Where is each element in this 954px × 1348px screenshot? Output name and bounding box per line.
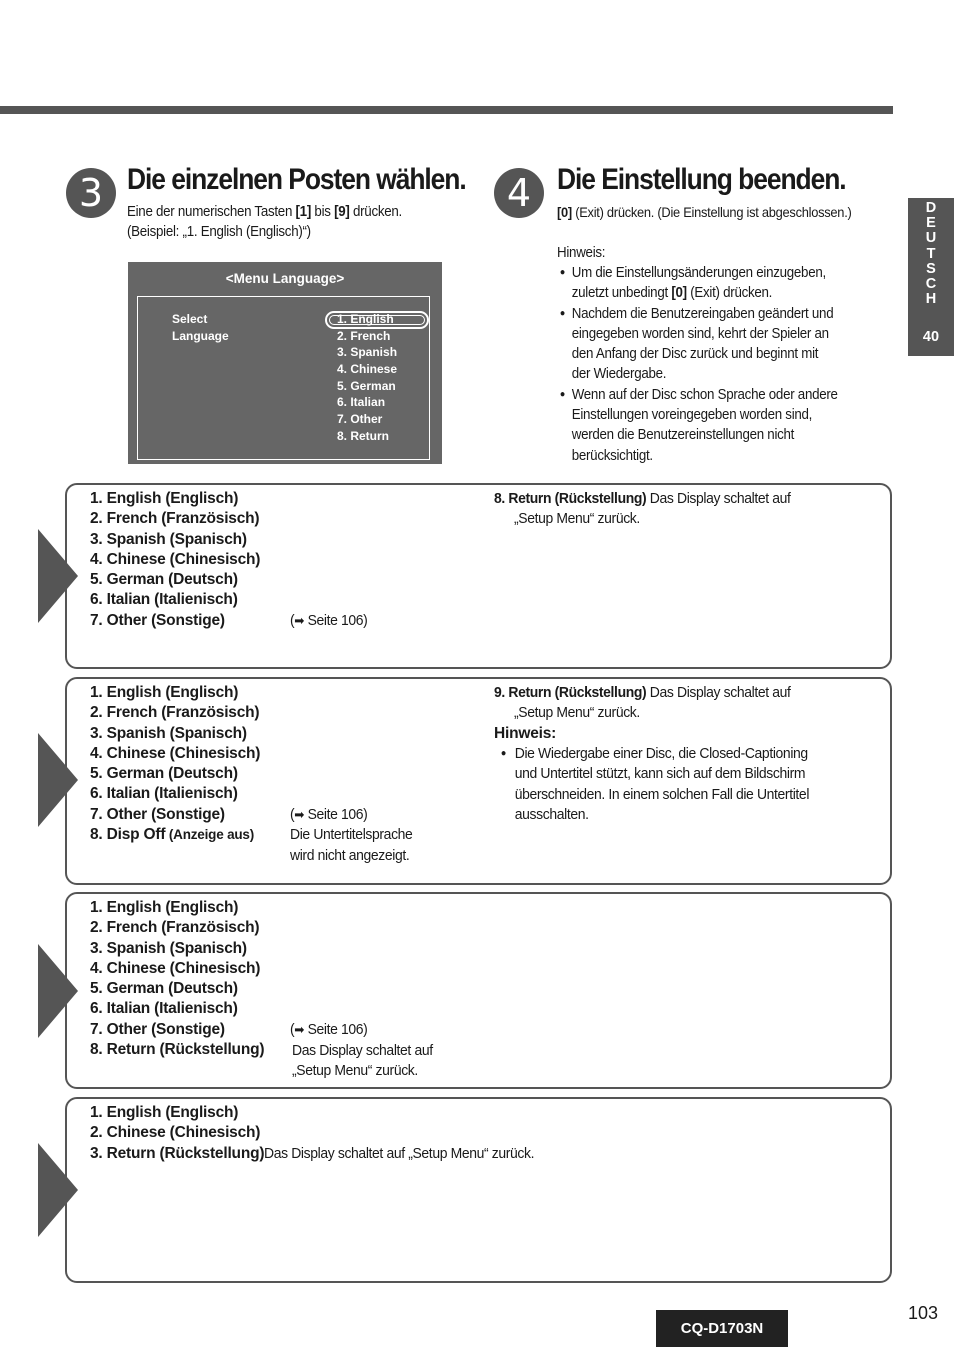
disp-off-desc: Die Untertitelsprache [290,826,413,843]
step-3-badge: 3 [66,168,116,218]
note-line: ● Die Wiedergabe einer Disc, die Closed-Captioning [498,744,809,764]
list-item: 8. Return (Rückstellung) [90,1041,265,1059]
list-item: 4. Chinese (Chinesisch) [90,959,261,977]
box-2-note [498,744,809,825]
box-3-return-desc: Das Display schaltet auf [292,1042,433,1059]
arrow-right-icon: ➡ [294,613,305,628]
note-line: ● Um die Einstellungsänderungen einzugeben, [557,263,838,283]
list-item: 3. Spanish (Spanisch) [90,939,247,957]
menu-panel [137,296,430,460]
menu-language-screen [128,262,442,464]
step-4-note-1 [557,263,838,466]
menu-title: <Menu Language> [225,271,345,286]
step-4-title: Die Einstellung beenden. [557,163,846,196]
language-side-tab [908,198,954,356]
list-item: 3. Spanish (Spanisch) [90,724,247,742]
note-line: der Wiedergabe. [571,366,667,383]
side-tab-number: 40 [922,329,940,345]
page-reference: (➡ Seite 106) [290,805,367,825]
side-tab-letter: S [926,260,936,277]
note-line: zuletzt unbedingt [0] (Exit) drücken. [571,285,773,302]
page-reference: (➡ Seite 106) [290,1020,367,1040]
note-line: ausschalten. [514,805,589,823]
disp-off-desc: wird nicht angezeigt. [290,847,410,864]
note-line: überschneiden. In einem solchen Fall die Untertitel [514,785,810,803]
step-3-title: Die einzelnen Posten wählen. [127,163,466,196]
note-line: den Anfang der Disc zurück und beginnt mit [571,346,819,363]
box-2-return: 9. Return (Rückstellung) Das Display schaltet auf [494,684,791,701]
list-item: 7. Other (Sonstige) [90,611,225,629]
arrow-right-icon: ➡ [294,1022,305,1037]
note-line: ● Nachdem die Benutzereingaben geändert und [557,304,838,324]
page-reference: (➡ Seite 106) [290,611,367,631]
note-line: Einstellungen voreingegeben worden sind, [571,407,813,424]
menu-option[interactable]: 2. French [337,329,391,343]
box-3-list [90,898,264,1060]
list-item: 2. Chinese (Chinesisch) [90,1124,261,1142]
box-1-list [90,489,260,631]
side-tab-letter: H [925,291,937,308]
list-item: 4. Chinese (Chinesisch) [90,744,261,762]
box-2-list [90,683,260,845]
menu-option[interactable]: 1. English [337,312,394,326]
menu-option[interactable]: 3. Spanish [337,345,398,359]
box-3-return-desc: „Setup Menu“ zurück. [292,1062,418,1079]
box-1-return: 8. Return (Rückstellung) Das Display schaltet auf [494,490,791,507]
side-tab-letters [908,198,954,307]
return-desc: Das Display schaltet auf „Setup Menu“ zurück. [264,1144,535,1162]
top-rule [0,106,893,114]
side-tab-letter: T [926,245,936,262]
step-3-instruction: Eine der numerischen Tasten [1] bis [9] drücken. [127,204,402,220]
note-line: eingegeben worden sind, kehrt der Spieler an [571,325,829,342]
list-item: 6. Italian (Italienisch) [90,785,238,803]
menu-option[interactable]: 5. German [337,379,396,393]
menu-label-select: Select [172,312,208,326]
box-1-return-desc: „Setup Menu“ zurück. [514,510,640,527]
menu-option[interactable]: 7. Other [337,412,383,426]
list-item: 4. Chinese (Chinesisch) [90,550,261,568]
step-3-example: (Beispiel: „1. English (Englisch)“) [127,224,311,240]
box-4-list [90,1103,555,1164]
list-item: 2. French (Französisch) [90,919,260,937]
menu-option[interactable]: 8. Return [337,429,390,443]
list-item: 8. Disp Off [90,826,166,844]
list-item: 6. Italian (Italienisch) [90,591,238,609]
list-item: 2. French (Französisch) [90,704,260,722]
list-item: 1. English (Englisch) [90,1104,239,1121]
menu-label-language: Language [172,329,229,343]
arrow-right-icon: ➡ [294,807,305,822]
list-item: 1. English (Englisch) [90,490,239,507]
step-4-instruction: [0] (Exit) drücken. (Die Einstellung ist abgeschlossen.) [557,204,852,220]
list-item: 1. English (Englisch) [90,684,239,701]
model-badge: CQ-D1703N [656,1310,788,1347]
step-4-badge: 4 [494,168,544,218]
side-tab-letter: E [926,215,936,232]
list-item: 5. German (Deutsch) [90,980,238,998]
list-item: 3. Return (Rückstellung) [90,1144,265,1162]
side-tab-letter: U [925,230,937,247]
list-item: 6. Italian (Italienisch) [90,1000,238,1018]
list-item: 7. Other (Sonstige) [90,1020,225,1038]
menu-option[interactable]: 4. Chinese [337,362,398,376]
list-item: 2. French (Französisch) [90,510,260,528]
box-2-return-desc: „Setup Menu“ zurück. [514,704,640,721]
box-2-note-heading: Hinweis: [494,725,557,742]
step-4-note-heading: Hinweis: [557,245,606,261]
side-tab-letter: C [925,276,937,293]
list-item: 7. Other (Sonstige) [90,805,225,823]
list-item: 1. English (Englisch) [90,899,239,916]
note-line: und Untertitel stützt, kann sich auf dem Bildschirm [514,765,806,783]
side-tab-letter: D [925,200,937,216]
list-item-sub: (Anzeige aus) [165,827,255,843]
menu-option[interactable]: 6. Italian [337,395,386,409]
page-number: 103 [908,1303,939,1323]
list-item: 3. Spanish (Spanisch) [90,530,247,548]
list-item: 5. German (Deutsch) [90,765,238,783]
list-item: 5. German (Deutsch) [90,571,238,589]
note-line: werden die Benutzereinstellungen nicht [571,427,795,444]
note-line: ● Wenn auf der Disc schon Sprache oder andere [557,385,838,405]
note-line: berücksichtigt. [571,447,653,464]
